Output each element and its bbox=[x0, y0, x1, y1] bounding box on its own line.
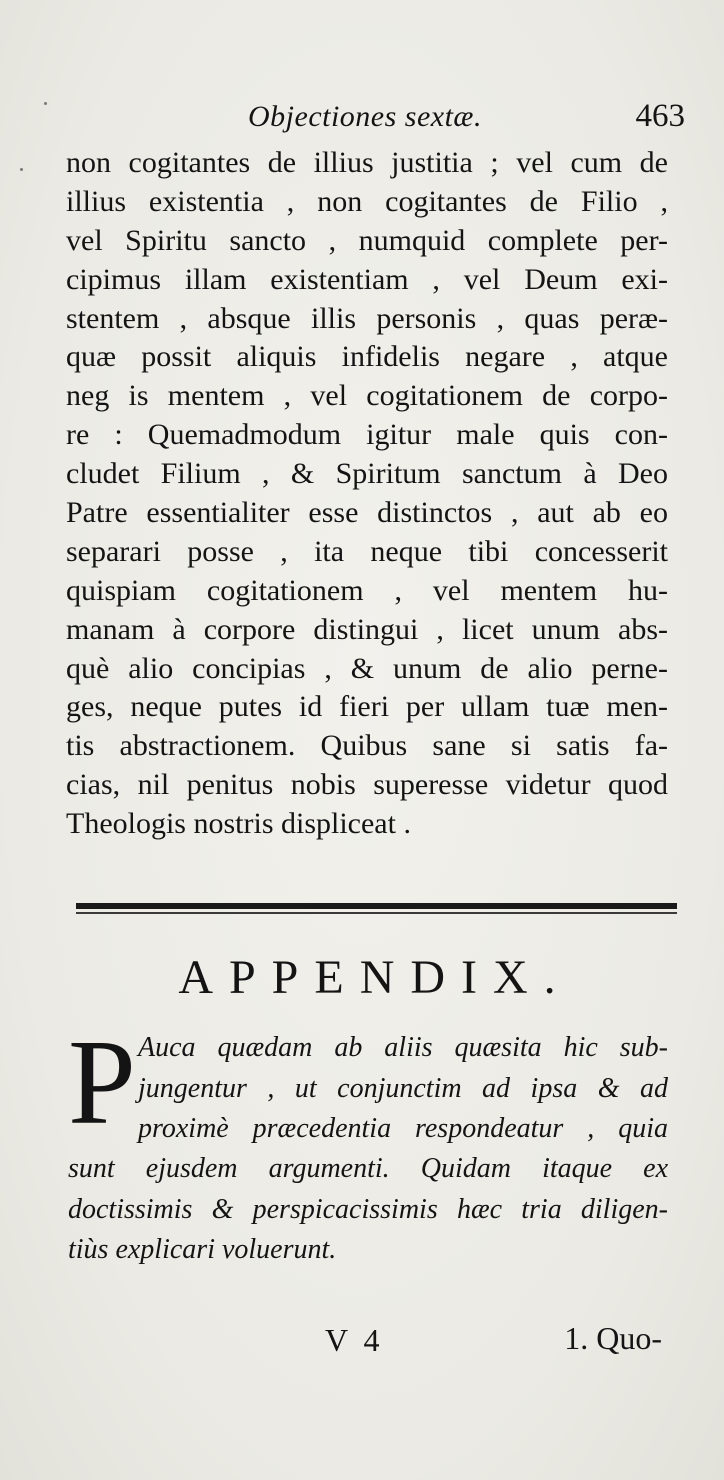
page-header bbox=[70, 98, 685, 148]
appendix-indented-text bbox=[138, 1028, 668, 1150]
appendix-line: tiùs explicari voluerunt. bbox=[68, 1234, 337, 1265]
body-line: neg is mentem , vel cogitationem de corpo- bbox=[66, 379, 668, 413]
body-line: quispiam cogitationem , vel mentem hu- bbox=[66, 573, 668, 607]
section-rule bbox=[76, 903, 677, 909]
body-line: illius existentia , non cogitantes de Filio , bbox=[66, 184, 668, 218]
drop-cap: P bbox=[68, 1015, 136, 1150]
body-line: stentem , absque illis personis , quas peræ- bbox=[66, 301, 668, 335]
page-number: 463 bbox=[635, 98, 685, 134]
body-line: separari posse , ita neque tibi concesserit bbox=[66, 534, 668, 568]
section-rule-thin bbox=[76, 912, 677, 914]
body-line: què alio concipias , & unum de alio perne- bbox=[66, 651, 668, 685]
body-text bbox=[66, 144, 668, 844]
appendix-line: Auca quædam ab aliis quæsita hic sub- bbox=[138, 1032, 668, 1063]
appendix-line: jungentur , ut conjunctim ad ipsa & ad bbox=[138, 1072, 668, 1104]
body-line: cias, nil penitus nobis superesse videtur quod bbox=[66, 768, 668, 802]
running-head: Objectiones sextæ. bbox=[248, 100, 482, 133]
body-line: cipimus illam existentiam , vel Deum exi- bbox=[66, 262, 668, 296]
signature-mark: V 4 bbox=[325, 1322, 384, 1358]
appendix-line: doctissimis & perspicacissimis hæc tria diligen- bbox=[68, 1193, 668, 1225]
appendix-line: proximè præcedentia respondeatur , quia bbox=[138, 1113, 668, 1144]
body-line: non cogitantes de illius justitia ; vel cum de bbox=[66, 146, 668, 179]
body-line: quæ possit aliquis infidelis negare , atque bbox=[66, 340, 668, 374]
body-line: Patre essentialiter esse distinctos , aut ab eo bbox=[66, 496, 668, 530]
body-line: vel Spiritu sancto , numquid complete per- bbox=[66, 223, 668, 257]
appendix-title: APPENDIX. bbox=[178, 951, 572, 1004]
catchword: 1. Quo- bbox=[564, 1320, 662, 1356]
paper-speck bbox=[20, 168, 23, 171]
body-line: cludet Filium , & Spiritum sanctum à Deo bbox=[66, 457, 668, 491]
appendix-full-text bbox=[68, 1149, 668, 1271]
body-line: manam à corpore distingui , licet unum abs- bbox=[66, 612, 668, 646]
body-line: Theologis nostris displiceat . bbox=[66, 807, 411, 841]
body-line: ges, neque putes id fieri per ullam tuæ men- bbox=[66, 690, 668, 724]
body-line: tis abstractionem. Quibus sane si satis fa- bbox=[66, 729, 668, 763]
body-line: re : Quemadmodum igitur male quis con- bbox=[66, 418, 668, 452]
appendix-line: sunt ejusdem argumenti. Quidam itaque ex bbox=[68, 1153, 668, 1184]
paper-speck bbox=[44, 102, 47, 105]
